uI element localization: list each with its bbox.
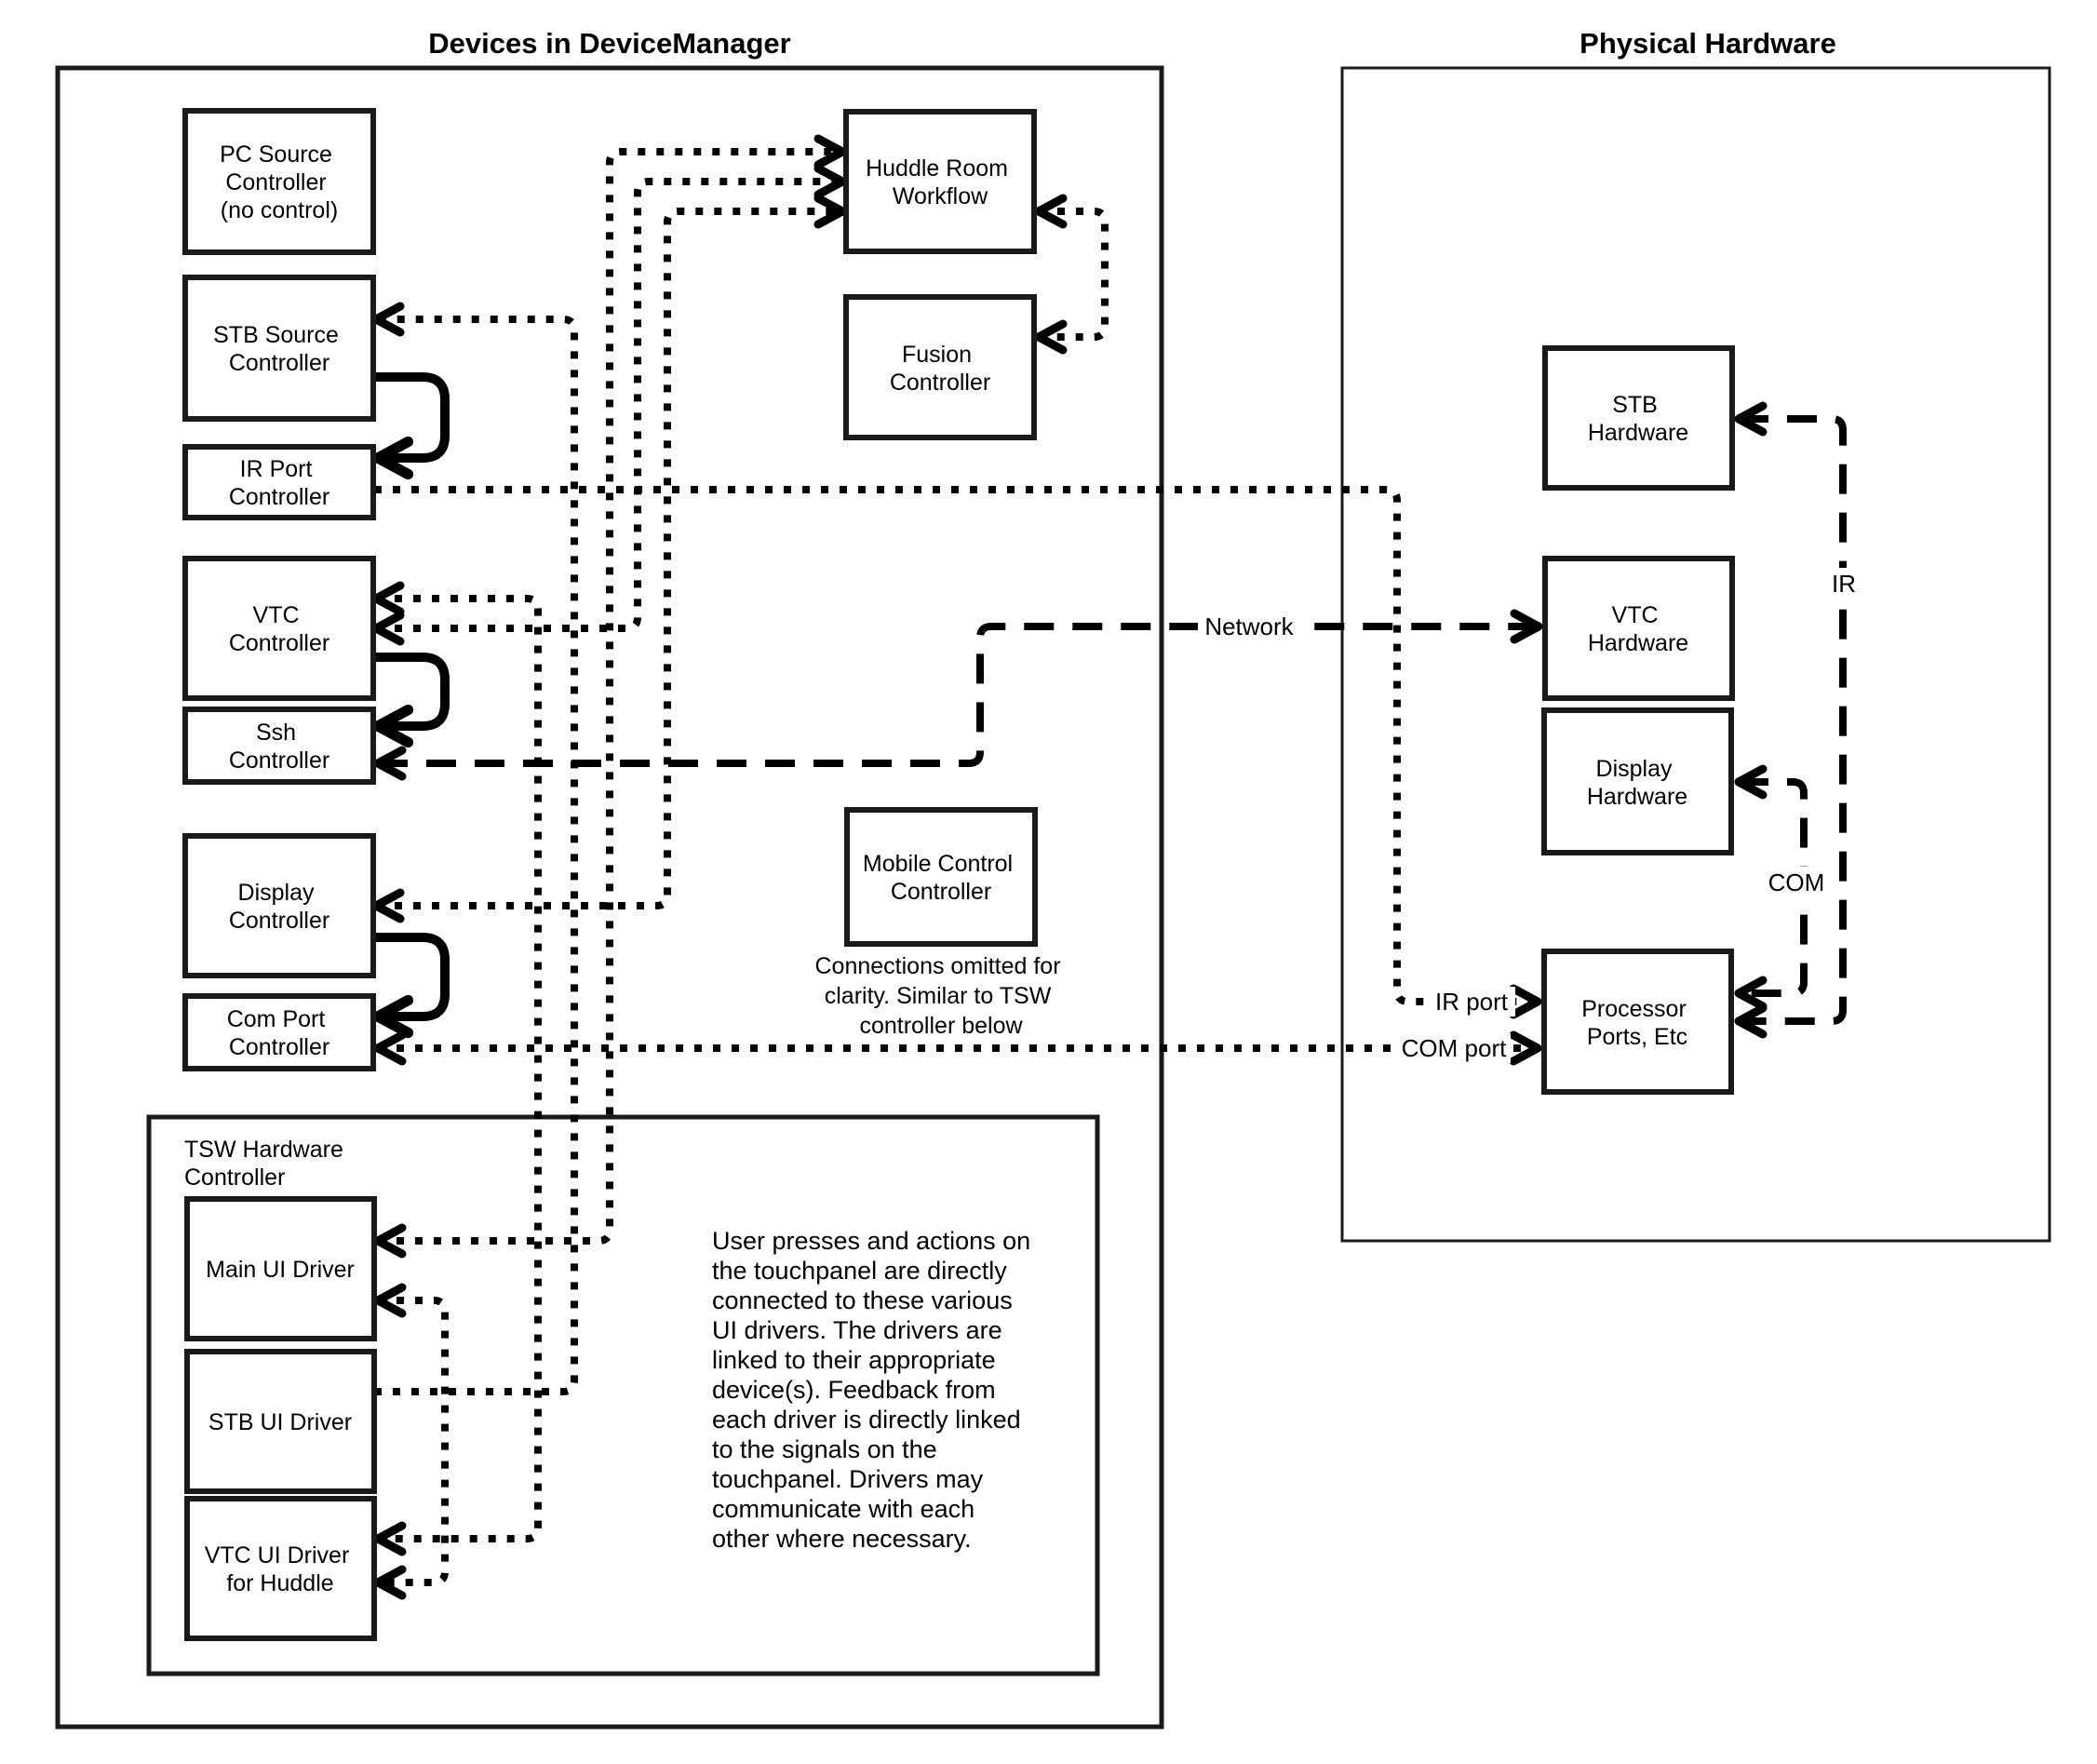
- ir-port-label: IR Port Controller: [228, 456, 330, 510]
- display-label: Display Controller: [228, 880, 330, 934]
- mobile-note: Connections omitted for clarity. Similar to TSW controller below: [814, 953, 1061, 1039]
- ir-port-edge-label: IR port: [1434, 988, 1509, 1016]
- ir-edge-label: IR: [1832, 570, 1856, 598]
- processor-label: Processor Ports, Etc: [1581, 996, 1688, 1050]
- main-ui-label: Main UI Driver: [206, 1257, 355, 1283]
- edge-display-comport: [373, 937, 445, 1017]
- edge-display-huddle: [376, 211, 842, 906]
- display-hw-label: Display Hardware: [1586, 756, 1688, 810]
- edge-ir-hardware: [1739, 419, 1843, 1021]
- node-mobile-control-controller: [847, 810, 1035, 944]
- tsw-note: User presses and actions on the touchpanel are directly connected to these various UI drivers. The drivers are linked to their appropriate device(s). Feedback from each driver is directly linked to the signals on the touchpanel. Drivers may communicate with each other where necessary.: [712, 1227, 1031, 1553]
- edge-vtc-ssh: [373, 657, 445, 726]
- fusion-label: Fusion Controller: [889, 342, 991, 396]
- com-port-edge-label: COM port: [1401, 1034, 1507, 1062]
- stb-hw-label: STB Hardware: [1587, 392, 1689, 446]
- edge-stbui-stbsource: [374, 319, 574, 1392]
- edge-network: [378, 626, 1539, 763]
- node-vtc-ui-driver: [187, 1499, 374, 1638]
- node-display-controller: [185, 836, 373, 976]
- edge-huddle-fusion: [1039, 211, 1105, 337]
- edge-stbsource-irport: [373, 377, 445, 458]
- node-vtc-hardware: [1545, 559, 1732, 698]
- huddle-label: Huddle Room Workflow: [866, 155, 1008, 209]
- tsw-group-label: TSW Hardware Controller: [184, 1137, 343, 1191]
- mobile-label: Mobile Control Controller: [862, 851, 1014, 905]
- devices-title: Devices in DeviceManager: [428, 27, 791, 60]
- physical-hardware-title: Physical Hardware: [1579, 27, 1836, 60]
- vtc-hw-label: VTC Hardware: [1587, 602, 1689, 656]
- network-edge-label: Network: [1204, 613, 1294, 640]
- stb-source-label: STB Source Controller: [213, 322, 339, 376]
- pc-source-label: PC Source Controller (no control): [220, 141, 339, 223]
- com-edge-label: COM: [1768, 869, 1825, 896]
- vtc-label: VTC Controller: [228, 602, 330, 656]
- edge-vtc-vtcui: [376, 599, 538, 1539]
- stb-ui-label: STB UI Driver: [208, 1409, 353, 1435]
- node-stb-source-controller: [185, 277, 373, 419]
- node-vtc-controller: [185, 559, 373, 698]
- node-huddle-room-workflow: [846, 112, 1034, 251]
- com-port-label: Com Port Controller: [226, 1006, 330, 1060]
- vtc-ui-label: VTC UI Driver for Huddle: [204, 1542, 350, 1596]
- node-stb-hardware: [1545, 348, 1732, 488]
- ssh-label: Ssh Controller: [228, 720, 330, 774]
